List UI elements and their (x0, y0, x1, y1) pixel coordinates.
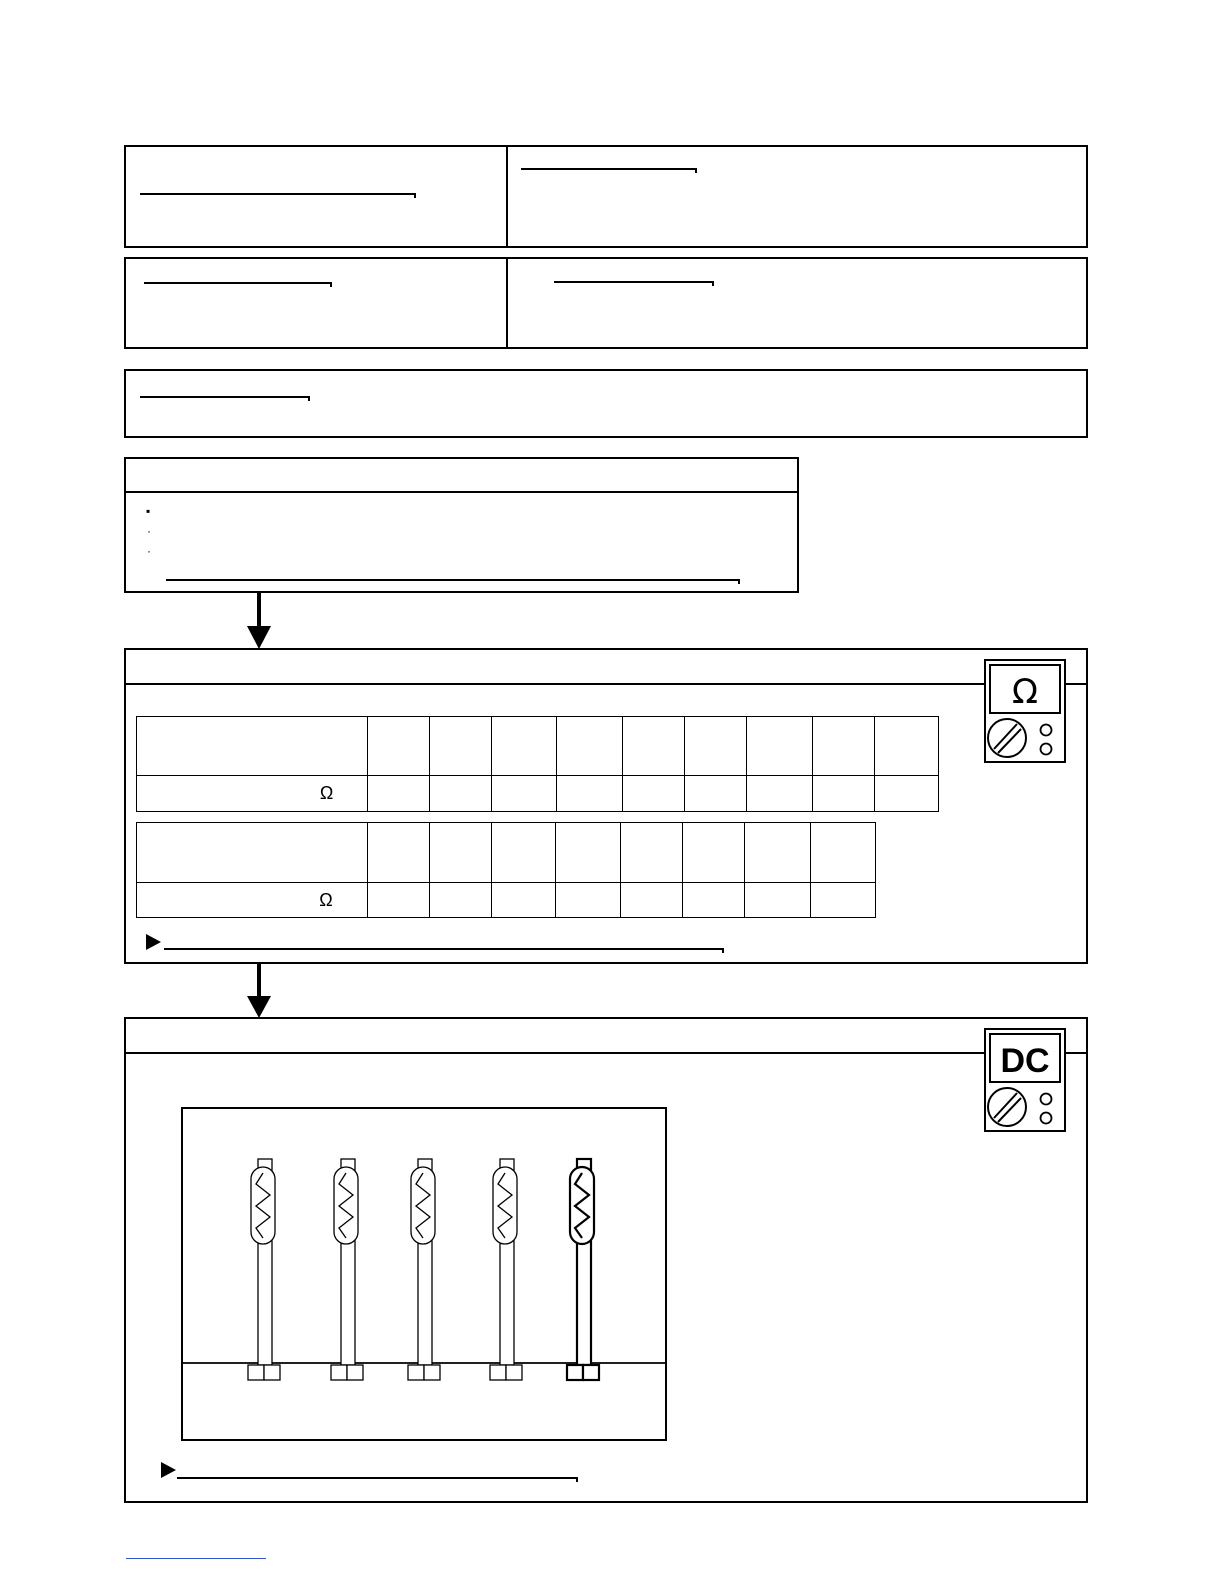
step2-result-line (164, 948, 722, 950)
table2-cell (556, 883, 621, 918)
table1-header-row (137, 717, 939, 776)
table1-col (874, 717, 938, 776)
ohmmeter-label: Ω (1012, 672, 1038, 712)
step1-bullet-1: ▪ (146, 504, 151, 518)
table2-col (429, 823, 491, 883)
table1-cell (557, 776, 622, 812)
step1-header-rule (126, 491, 797, 493)
resistance-table-1 (136, 716, 939, 812)
table2-col (367, 823, 429, 883)
table1-cell (684, 776, 746, 812)
step3-box (124, 1017, 1088, 1503)
dc-voltmeter-icon (984, 1028, 1066, 1132)
table1-cell (430, 776, 492, 812)
footer-link-underline[interactable] (126, 1558, 266, 1559)
row2-divider (506, 259, 508, 349)
info-box-row2 (124, 257, 1088, 349)
step1-field-line (166, 579, 738, 581)
table2-cell (745, 883, 811, 918)
table1-col (746, 717, 812, 776)
dc-label: DC (1000, 1042, 1050, 1080)
row2-left-field-line (144, 282, 330, 284)
flow-arrow-down-2 (246, 963, 272, 1019)
table2-cell (491, 883, 556, 918)
table1-col (430, 717, 492, 776)
table2-cell (811, 883, 876, 918)
resistance-table-2 (136, 822, 876, 918)
table1-col (684, 717, 746, 776)
table1-header-label (137, 717, 368, 776)
table2-col (491, 823, 556, 883)
table1-col (557, 717, 622, 776)
table2-header-label (137, 823, 368, 883)
step1-bullet-3: · (147, 544, 151, 558)
info-box-row3 (124, 369, 1088, 438)
table1-cell (746, 776, 812, 812)
table2-cell (621, 883, 683, 918)
table1-cell (812, 776, 874, 812)
step2-header-rule (126, 683, 1086, 685)
step3-result-line (177, 1477, 576, 1479)
step1-bullet-2: · (147, 524, 151, 538)
table2-value-row (137, 883, 876, 918)
sensor-diagram (181, 1107, 669, 1443)
table1-col (368, 717, 430, 776)
row1-divider (506, 147, 508, 248)
flow-arrow-down-1 (246, 593, 272, 650)
table2-col (556, 823, 621, 883)
table2-cell (683, 883, 745, 918)
table1-col (622, 717, 684, 776)
step1-box (124, 457, 799, 593)
row3-field-line (140, 396, 308, 398)
table1-col (492, 717, 557, 776)
table1-cell (622, 776, 684, 812)
step3-header-rule (126, 1052, 1086, 1054)
table1-cell (368, 776, 430, 812)
row2-right-field-line (554, 281, 712, 283)
table2-cell (367, 883, 429, 918)
table1-ohm-unit: Ω (137, 776, 368, 812)
table2-col (621, 823, 683, 883)
table2-ohm-unit: Ω (137, 883, 368, 918)
step2-result-pointer-icon (146, 934, 161, 950)
table1-cell (874, 776, 938, 812)
table2-cell (429, 883, 491, 918)
table1-value-row (137, 776, 939, 812)
ohmmeter-icon (984, 659, 1066, 763)
step3-result-pointer-icon (161, 1462, 176, 1478)
table2-col (745, 823, 811, 883)
table1-cell (492, 776, 557, 812)
step2-box (124, 648, 1088, 964)
table2-header-row (137, 823, 876, 883)
row1-left-field-line (140, 193, 414, 195)
row1-right-field-line (521, 168, 695, 170)
info-box-row1 (124, 145, 1088, 248)
table2-col (811, 823, 876, 883)
table1-col (812, 717, 874, 776)
table2-col (683, 823, 745, 883)
